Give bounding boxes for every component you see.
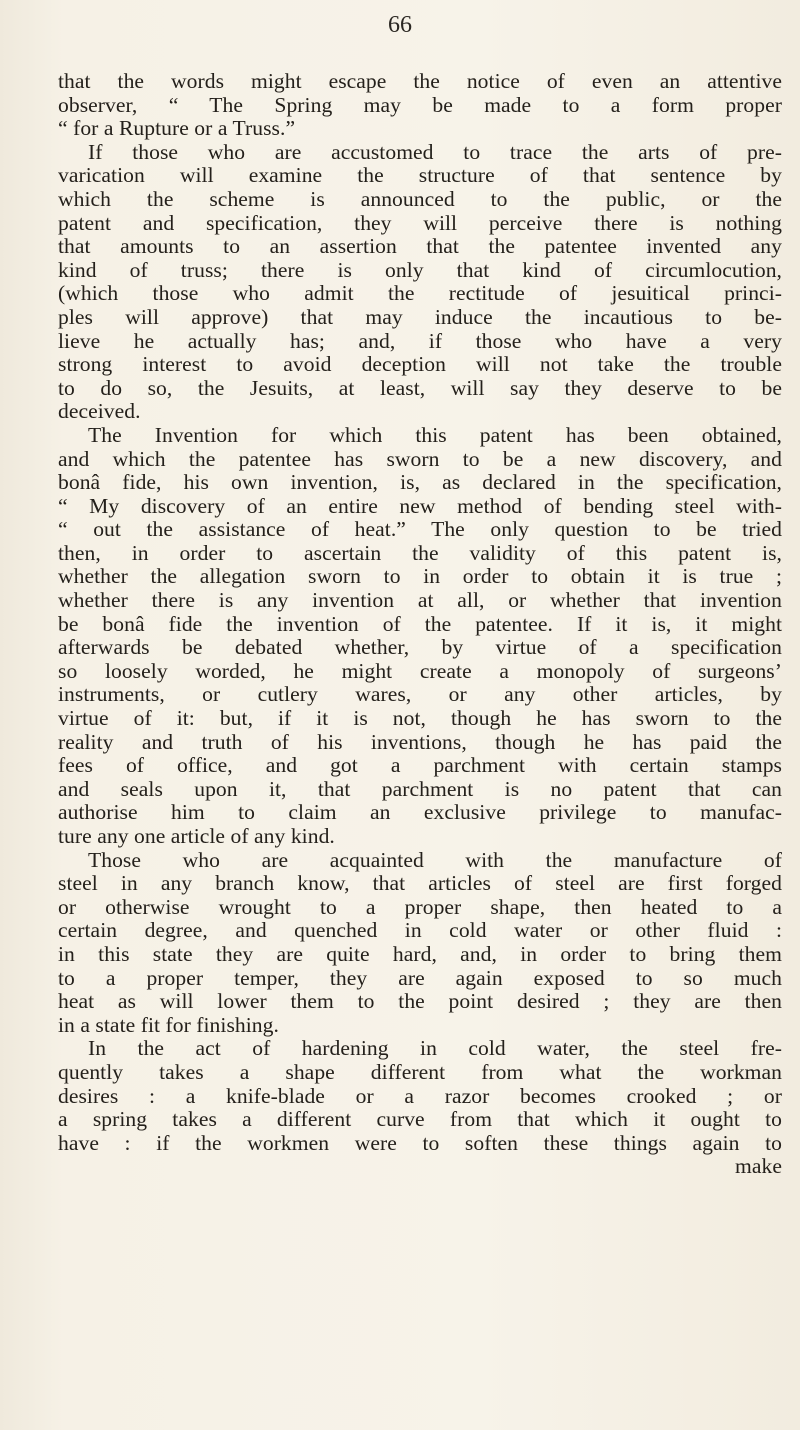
text-line: to do so, the Jesuits, at least, will say they deserve to be	[58, 375, 782, 400]
text-line: desires : a knife-blade or a razor becomes crooked ; or	[58, 1083, 782, 1108]
text-line: have : if the workmen were to soften these things again to	[58, 1130, 782, 1155]
text-line: in a state fit for finishing.	[58, 1012, 279, 1037]
text-line: “ for a Rupture or a Truss.”	[58, 116, 296, 141]
text-line: that the words might escape the notice of even an attentive	[58, 69, 782, 93]
text-line: whether the allegation sworn to in order to obtain it is true ;	[58, 564, 782, 589]
text-line: observer, “ The Spring may be made to a form proper	[58, 92, 782, 117]
text-line: steel in any branch know, that articles of steel are first forged	[58, 871, 782, 896]
text-line: be bonâ fide the invention of the patentee. If it is, it might	[58, 611, 782, 636]
text-line: “ out the assistance of heat.” The only question to be tried	[58, 517, 782, 542]
text-line: The Invention for which this patent has been obtained,	[88, 422, 782, 447]
text-line: lieve he actually has; and, if those who have a very	[58, 328, 782, 353]
text-line: quently takes a shape different from what the workman	[58, 1059, 782, 1084]
text-line: and which the patentee has sworn to be a new discovery, and	[58, 446, 782, 471]
text-line: patent and specification, they will perceive there is nothing	[58, 210, 782, 235]
text-line: “ My discovery of an entire new method of bending steel with-	[58, 493, 782, 518]
text-line: ples will approve) that may induce the incautious to be-	[58, 304, 782, 329]
text-line: Those who are acquainted with the manufacture of	[88, 847, 782, 872]
text-line: (which those who admit the rectitude of jesuitical princi-	[58, 281, 782, 306]
text-line: In the act of hardening in cold water, the steel fre-	[88, 1036, 782, 1061]
text-line: and seals upon it, that parchment is no patent that can	[58, 776, 782, 801]
text-line: so loosely worded, he might create a monopoly of surgeons’	[58, 658, 782, 683]
text-line: varication will examine the structure of that sentence by	[58, 163, 782, 188]
text-line: virtue of it: but, if it is not, though he has sworn to the	[58, 706, 782, 731]
page-number: 66	[388, 12, 412, 38]
text-line: ture any one article of any kind.	[58, 824, 335, 848]
text-line: to a proper temper, they are again exposed to so much	[58, 965, 782, 990]
text-line: or otherwise wrought to a proper shape, then heated to a	[58, 894, 782, 919]
text-line: fees of office, and got a parchment with certain stamps	[58, 753, 782, 778]
text-line: certain degree, and quenched in cold water or other fluid :	[58, 918, 782, 943]
text-line: then, in order to ascertain the validity of this patent is,	[58, 540, 782, 565]
body-text	[58, 70, 782, 1179]
text-line: which the scheme is announced to the public, or the	[58, 186, 782, 211]
text-line: instruments, or cutlery wares, or any other articles, by	[58, 682, 782, 707]
text-line: whether there is any invention at all, or whether that invention	[58, 588, 782, 613]
text-line: heat as will lower them to the point desired ; they are then	[58, 989, 782, 1014]
text-line: strong interest to avoid deception will not take the trouble	[58, 352, 782, 377]
text-line: make	[735, 1154, 782, 1179]
text-line: bonâ fide, his own invention, is, as declared in the specification,	[58, 470, 782, 495]
text-line: that amounts to an assertion that the patentee invented any	[58, 234, 782, 259]
text-line: kind of truss; there is only that kind of circumlocution,	[58, 257, 782, 282]
text-line: deceived.	[58, 399, 141, 424]
text-line: authorise him to claim an exclusive privilege to manufac-	[58, 800, 782, 825]
text-line: If those who are accustomed to trace the arts of pre-	[88, 139, 782, 164]
text-line: a spring takes a different curve from that which it ought to	[58, 1107, 782, 1132]
text-line: afterwards be debated whether, by virtue of a specification	[58, 635, 782, 660]
text-line: reality and truth of his inventions, though he has paid the	[58, 729, 782, 754]
text-line: in this state they are quite hard, and, in order to bring them	[58, 941, 782, 966]
